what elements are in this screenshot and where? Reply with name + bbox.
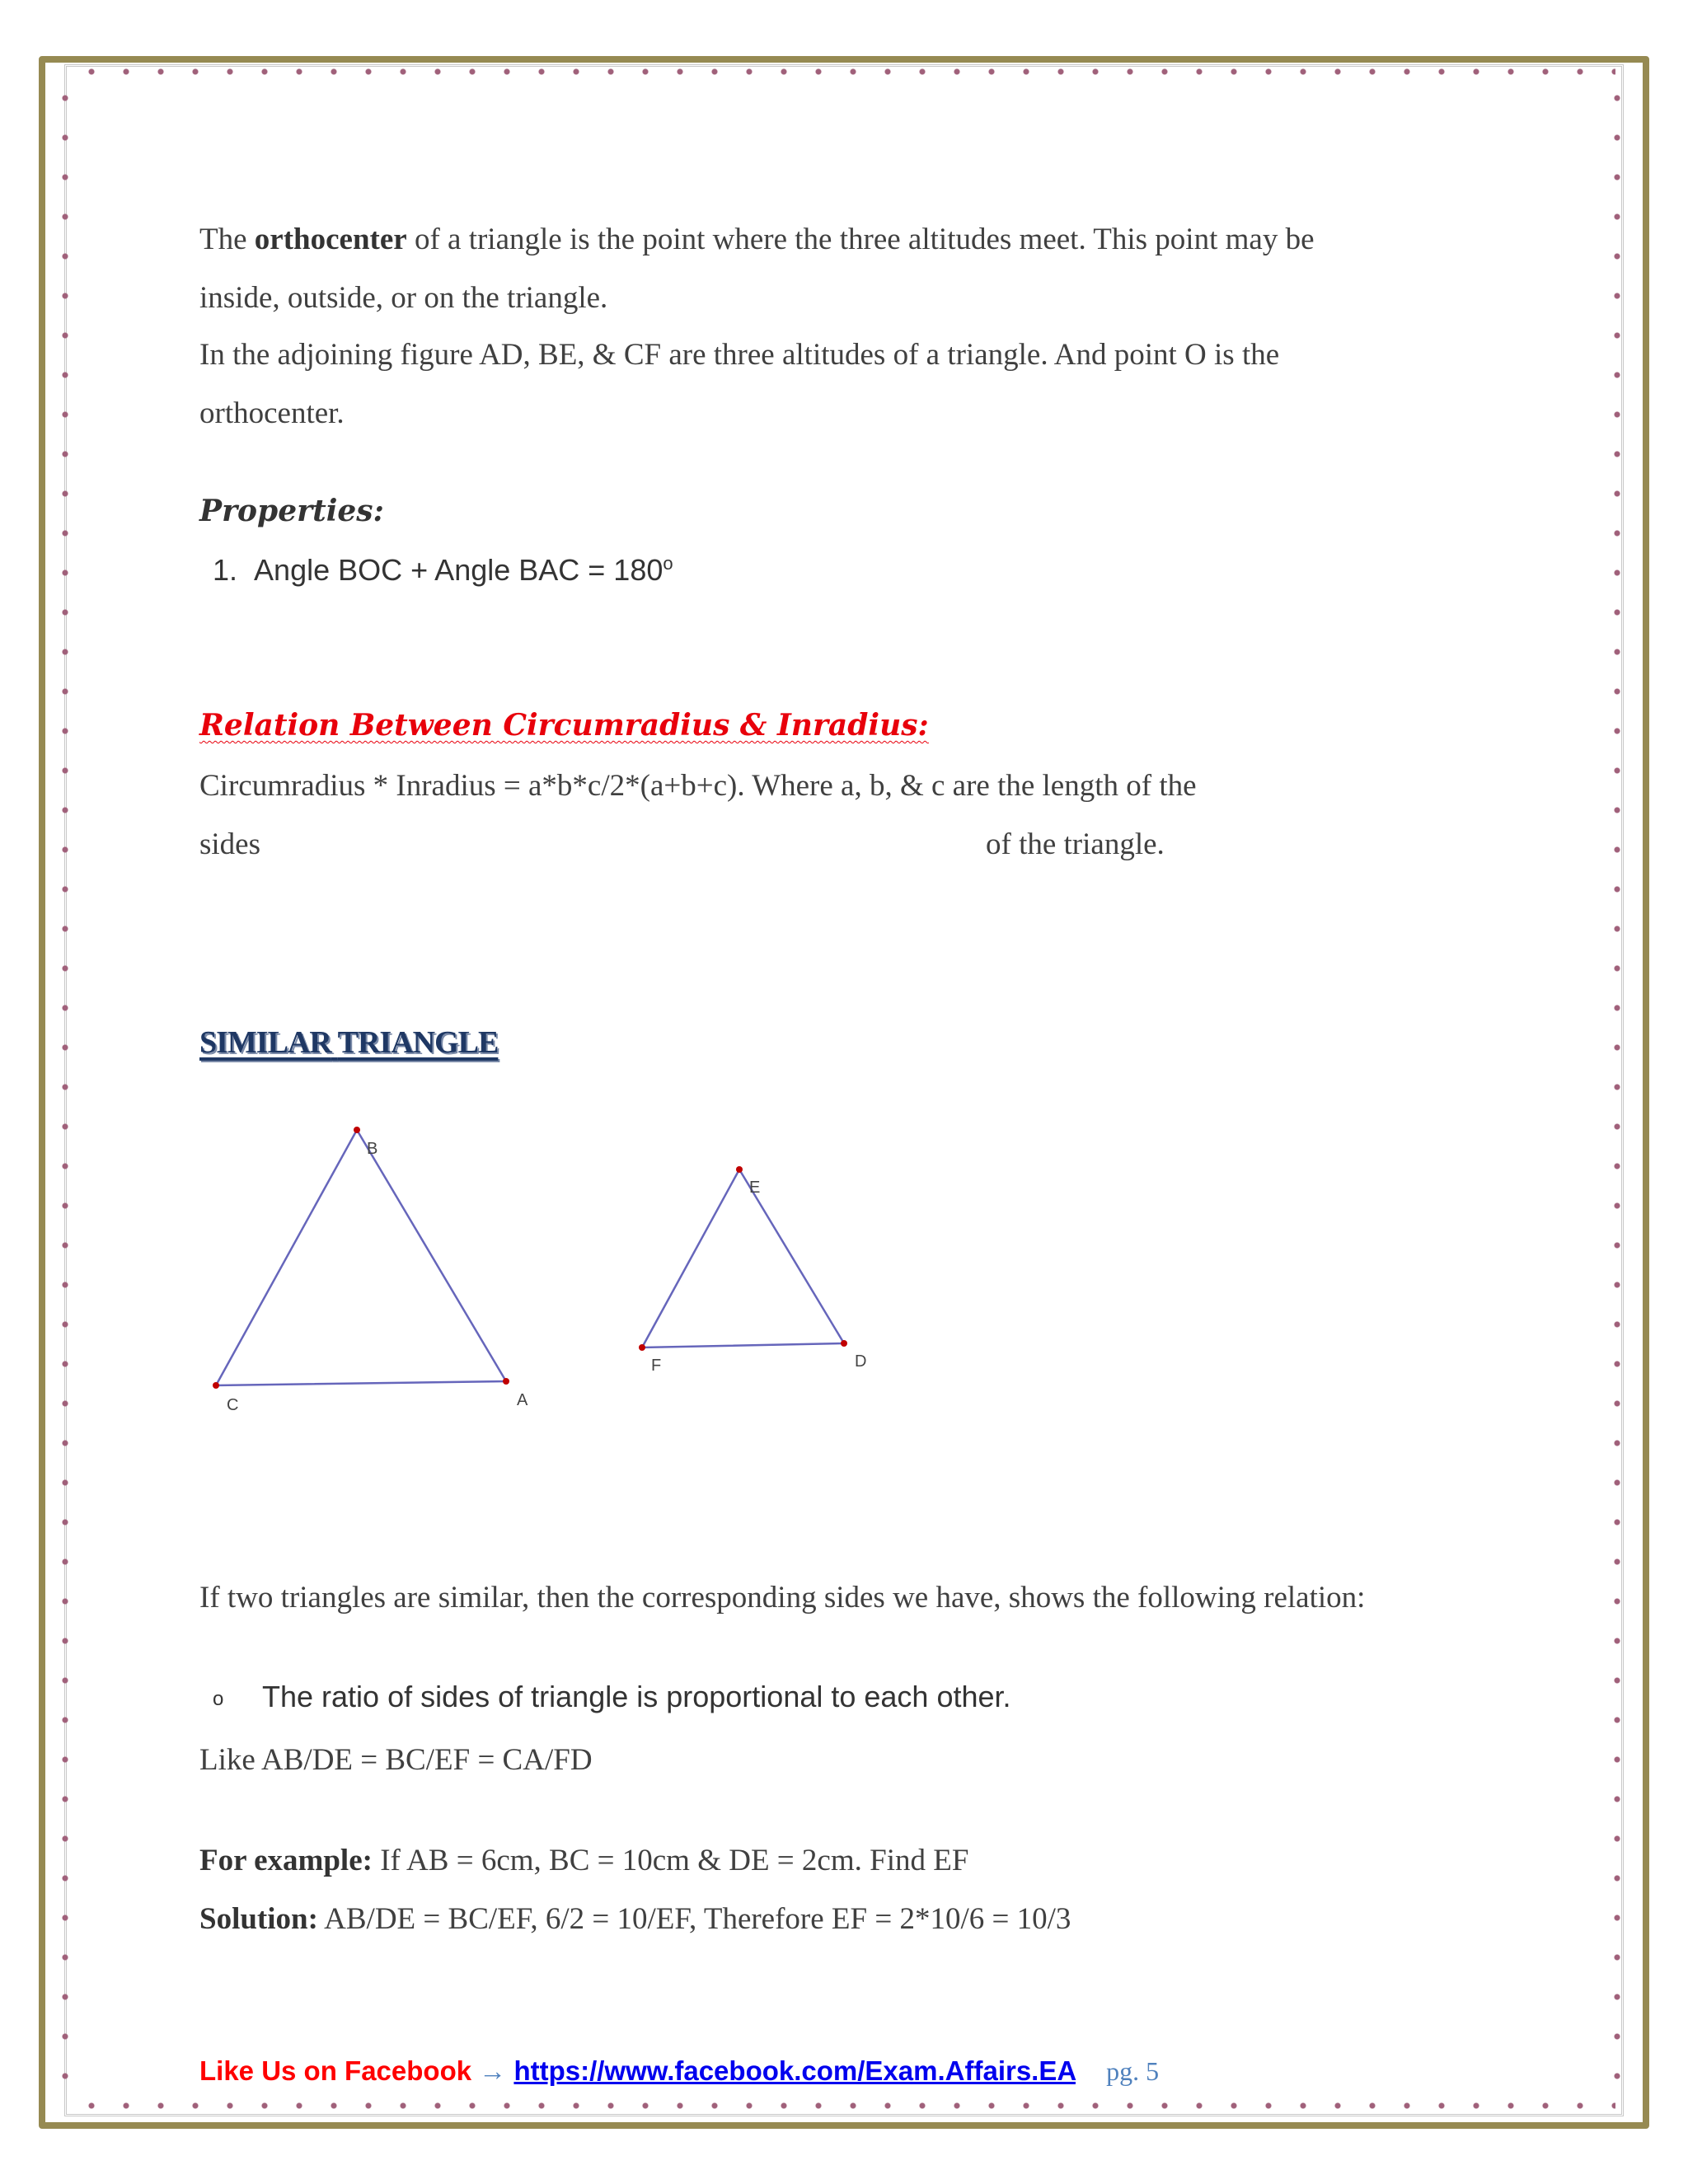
bullet-icon: o — [213, 1688, 224, 1710]
arrow-right-icon: → — [479, 2055, 507, 2086]
ratio-line: Like AB/DE = BC/EF = CA/FD — [199, 1743, 593, 1777]
solution-text: AB/DE = BC/EF, 6/2 = 10/EF, Therefore EF = 2*10/6 = 10/3 — [317, 1902, 1071, 1936]
heading-word: SIMILAR — [199, 1025, 331, 1060]
triangle-abc — [216, 1130, 506, 1385]
orthocenter-line-2: inside, outside, or on the triangle. — [199, 281, 608, 315]
example-label: For example: — [199, 1844, 373, 1877]
page-number: pg. 5 — [1106, 2056, 1160, 2086]
label-d: D — [855, 1352, 867, 1371]
label-c: C — [227, 1396, 239, 1414]
facebook-link[interactable]: https://www.facebook.com/Exam.Affairs.EA — [513, 2055, 1076, 2086]
triangle-def — [642, 1169, 844, 1347]
example-text: If AB = 6cm, BC = 10cm & DE = 2cm. Find EF — [372, 1844, 969, 1877]
vertex-e — [736, 1166, 743, 1173]
vertex-a — [503, 1378, 509, 1385]
vertex-c — [213, 1382, 219, 1389]
heading-word: TRIANGLE — [337, 1025, 499, 1060]
relation-heading: Relation Between Circumradius & Inradius: — [199, 708, 929, 743]
degree-sup: o — [663, 553, 673, 574]
properties-heading: Properties: — [199, 494, 384, 528]
orthocenter-line-4: orthocenter. — [199, 396, 345, 430]
list-number: 1. — [213, 553, 238, 587]
vertex-b — [354, 1127, 360, 1133]
footer-like-text: Like Us on Facebook — [199, 2055, 472, 2086]
label-a: A — [517, 1391, 528, 1409]
orthocenter-line-3: In the adjoining figure AD, BE, & CF are three altitudes of a triangle. And point O is the — [199, 338, 1280, 372]
property-text: Angle BOC + Angle BAC = 180 — [254, 553, 663, 587]
relation-line-2b: of the triangle. — [986, 827, 1165, 861]
text: The — [199, 223, 255, 256]
label-b: B — [367, 1140, 378, 1158]
footer — [199, 2055, 1159, 2087]
example-line — [199, 1845, 968, 1876]
vertex-f — [639, 1344, 645, 1351]
vertex-d — [841, 1340, 847, 1347]
bullet-text: The ratio of sides of triangle is proportional to each other. — [262, 1680, 1011, 1713]
text: of a triangle is the point where the three altitudes meet. This point may be — [406, 223, 1315, 256]
similar-intro: If two triangles are similar, then the corresponding sides we have, shows the following relation: — [199, 1581, 1366, 1615]
label-f: F — [651, 1357, 662, 1375]
solution-line — [199, 1904, 1071, 1934]
term-orthocenter: orthocenter — [254, 223, 407, 256]
label-e: E — [749, 1179, 761, 1197]
relation-line-2a: sides — [199, 827, 260, 861]
relation-line-1: Circumradius * Inradius = a*b*c/2*(a+b+c). Where a, b, & c are the length of the — [199, 769, 1197, 803]
solution-label: Solution: — [199, 1902, 318, 1936]
